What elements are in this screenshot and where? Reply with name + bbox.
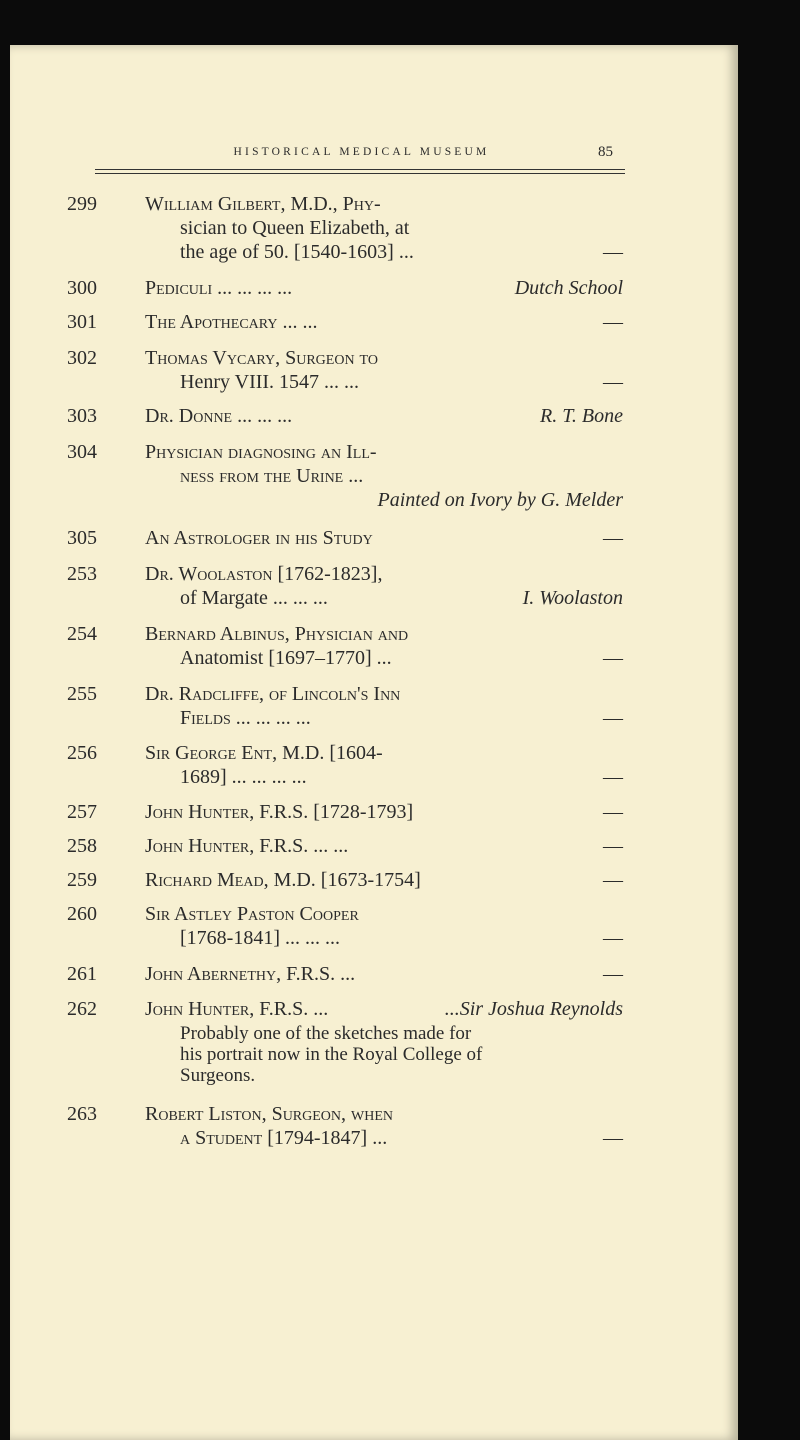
entry-number: 262 <box>67 998 97 1020</box>
entry-title-line: [1768-1841] ... ... ... <box>180 927 340 949</box>
entry-title-line: John Hunter, F.R.S. [1728-1793] <box>145 801 414 823</box>
entry-title-line: Robert Liston, Surgeon, when <box>145 1103 394 1125</box>
entry-number: 263 <box>67 1103 97 1125</box>
entry-title-line: Dr. Radcliffe, of Lincoln's Inn <box>145 683 401 705</box>
entry-title-line: William Gilbert, M.D., Phy- <box>145 193 381 215</box>
entry-note-line: Probably one of the sketches made for <box>180 1023 472 1044</box>
entry-title-line: Pediculi ... ... ... ... <box>145 277 293 299</box>
entry-title-line: ness from the Urine ... <box>180 465 364 487</box>
entry-title-line: Thomas Vycary, Surgeon to <box>145 347 378 369</box>
entry-artist: — <box>603 869 623 891</box>
entry-artist: — <box>603 527 623 549</box>
entry-number: 303 <box>67 405 97 427</box>
entry-number: 254 <box>67 623 97 645</box>
entry-number: 260 <box>67 903 97 925</box>
catalog-list <box>10 45 738 1440</box>
entry-number: 305 <box>67 527 97 549</box>
entry-artist: — <box>603 647 623 669</box>
entry-title-line: Dr. Woolaston [1762-1823], <box>145 563 383 585</box>
entry-title-line: Henry VIII. 1547 ... ... <box>180 371 360 393</box>
entry-artist: — <box>603 241 623 263</box>
entry-title-line: An Astrologer in his Study <box>145 527 373 549</box>
entry-artist: — <box>603 835 623 857</box>
entry-artist: — <box>603 1127 623 1149</box>
entry-title-line: Physician diagnosing an Ill- <box>145 441 377 463</box>
entry-artist: ...Sir Joshua Reynolds <box>444 998 623 1020</box>
entry-title-line: a Student [1794-1847] ... <box>180 1127 388 1149</box>
entry-number: 302 <box>67 347 97 369</box>
book-page <box>10 45 738 1440</box>
page-number: 85 <box>598 144 613 160</box>
entry-title-line: 1689] ... ... ... ... <box>180 766 307 788</box>
entry-artist: Painted on Ivory by G. Melder <box>377 489 623 511</box>
entry-artist: — <box>603 963 623 985</box>
entry-number: 258 <box>67 835 97 857</box>
entry-artist: I. Woolaston <box>522 587 623 609</box>
entry-title-line: sician to Queen Elizabeth, at <box>180 217 410 239</box>
entry-number: 255 <box>67 683 97 705</box>
entry-title-line: The Apothecary ... ... <box>145 311 318 333</box>
entry-title-line: the age of 50. [1540-1603] ... <box>180 241 414 263</box>
entry-artist: — <box>603 707 623 729</box>
entry-number: 253 <box>67 563 97 585</box>
entry-number: 259 <box>67 869 97 891</box>
entry-title-line: Richard Mead, M.D. [1673-1754] <box>145 869 421 891</box>
entry-artist: R. T. Bone <box>540 405 623 427</box>
entry-artist: — <box>603 311 623 333</box>
entry-number: 256 <box>67 742 97 764</box>
page-content <box>10 45 738 1440</box>
entry-artist: Dutch School <box>514 277 623 299</box>
entry-title-line: Dr. Donne ... ... ... <box>145 405 293 427</box>
entry-number: 304 <box>67 441 97 463</box>
entry-number: 261 <box>67 963 97 985</box>
entry-title-line: Sir George Ent, M.D. [1604- <box>145 742 383 764</box>
entry-artist: — <box>603 371 623 393</box>
entry-title-line: John Abernethy, F.R.S. ... <box>145 963 356 985</box>
entry-title-line: John Hunter, F.R.S. ... ... <box>145 835 349 857</box>
entry-title-line: Bernard Albinus, Physician and <box>145 623 409 645</box>
entry-artist: — <box>603 766 623 788</box>
entry-artist: — <box>603 801 623 823</box>
entry-number: 301 <box>67 311 97 333</box>
entry-title-line: Sir Astley Paston Cooper <box>145 903 359 925</box>
running-header: HISTORICAL MEDICAL MUSEUM <box>233 146 490 158</box>
entry-title-line: Anatomist [1697–1770] ... <box>180 647 392 669</box>
entry-title-line: John Hunter, F.R.S. ... <box>145 998 329 1020</box>
entry-number: 257 <box>67 801 97 823</box>
entry-number: 300 <box>67 277 97 299</box>
entry-note-line: Surgeons. <box>180 1065 256 1086</box>
entry-number: 299 <box>67 193 97 215</box>
entry-title-line: Fields ... ... ... ... <box>180 707 311 729</box>
entry-note-line: his portrait now in the Royal College of <box>180 1044 483 1065</box>
entry-artist: — <box>603 927 623 949</box>
entry-title-line: of Margate ... ... ... <box>180 587 328 609</box>
